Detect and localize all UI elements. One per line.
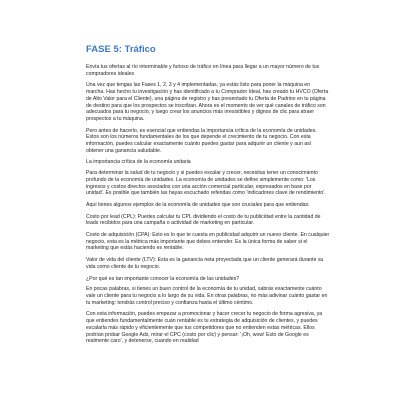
section-heading: La importancia crítica de la economía unitaria [86, 159, 191, 166]
body-paragraph: Pero antes de hacerlo, es esencial que entiendas la importancia crítica de la economía de unidades. Estos son los números fundamentales de los que depende el crecimiento de tu negocio. Con esta información, puedes calcular exactamente cuánto puedes gastar para adquirir un cliente y aun así obtener una ganancia saludable. [86, 127, 317, 154]
body-paragraph: En pocas palabras, si tienes un buen control de la economía de tu unidad, sabrás exactamente cuánto vale un cliente para tu negocio a lo largo de su vida. En otras palabras, no más adivinar cuánto gastar en tu marketing: tendrás control preciso y confianza hasta el último céntimo. [86, 286, 328, 306]
body-paragraph: Aquí tienes algunos ejemplos de la economía de unidades que son cruciales para que entiendas: [86, 201, 310, 208]
body-paragraph: Valor de vida del cliente (LTV): Esta es la ganancia neta proyectada que un cliente generará durante su vida como cliente de tu negocio. [86, 257, 324, 270]
page-title: FASE 5: Tráfico [86, 44, 156, 55]
body-paragraph: Costo por lead (CPL): Puedes calcular tu CPL dividiendo el costo de tu publicidad entre la cantidad de leads recibidos para una campaña o actividad de marketing en particular. [86, 213, 321, 227]
body-paragraph: Con esta información, puedes empezar a promocionar y hacer crecer tu negocio de forma agresiva, ya que entiendes fundamentalmente cuán rentable es tu estrategia de adquisición de clientes, y puedes escalarla más rápido y eficientemente que tus competidores que no entienden estas métricas. Ellos podrían probar Google Ads, mirar el CPC (costo por clic) y pensar: '¡Oh, wow! Esto de Google es realmente caro', y detenerse, cuando en realidad [86, 311, 323, 345]
body-paragraph: Una vez que tengas las Fases 1, 2, 3 y 4 implementadas, ya estás listo para poner la máquina en marcha. Has hecho tu investigación y has identificado a tu Comprador Ideal, has creado tu HVCO (Oferta de Alto Valor para el Cliente), una página de registro y has presentado tu Oferta de Padrino en tu página de destino para que los prospectos se inscriban. Ahora es el momento de ver qué canales de tráfico son adecuados para tu negocio, y luego crear los anuncios más irresistibles y dignos de clic para atraer prospectos a tu máquina. [86, 82, 329, 122]
body-paragraph: Costo de adquisición (CPA): Esto es lo que te cuesta en publicidad adquirir un nuevo cliente. En cualquier negocio, esta es la métrica más importante que debes entender. Es la única forma de saber si el marketing que estás haciendo es rentable. [86, 232, 330, 252]
body-paragraph: Para determinar la salud de tu negocio y si puedes escalar y crecer, necesitas tener un conocimiento profundo de la economía de unidades. La economía de unidades se define simplemente como: 'Los ingresos y costos directos asociados con una acción comercial particular, expresados en base por unidad'. Es posible que también las hayas escuchado referidas como 'indicadores clave de rendimiento'. [86, 170, 326, 197]
section-heading: ¿Por qué es tan importante conocer la economía de las unidades? [86, 275, 240, 282]
intro-paragraph: Envía tus ofertas al río interminable y furioso de tráfico en línea para llegar a un mayor número de tus compradores ideales [86, 64, 320, 77]
